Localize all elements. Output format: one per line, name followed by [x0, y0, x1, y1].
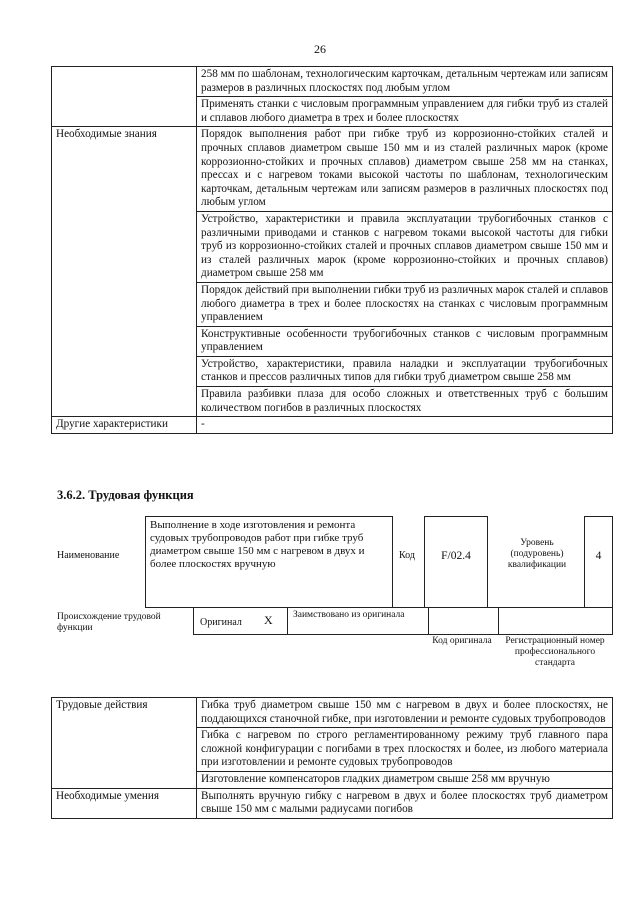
- row-text: Применять станки с числовым программным управлением для гибки труб из сталей и сплавов любого диаметра в трех и более плоскостях: [197, 97, 613, 127]
- level-box: [584, 516, 613, 608]
- table-row: [52, 417, 613, 434]
- row-text: 258 мм по шаблонам, технологическим карточкам, детальным чертежам или записям размеров в различных плоскостях под любым углом: [197, 67, 613, 97]
- row-label: [52, 67, 197, 127]
- code-label: Код: [399, 550, 415, 561]
- level-value: 4: [595, 550, 602, 562]
- row-text: Конструктивные особенности трубогибочных станков с числовым программным управлением: [197, 326, 613, 356]
- original-mark: X: [264, 613, 273, 627]
- origin-divider: [428, 608, 429, 634]
- row-text: Гибка труб диаметром свыше 150 мм с нагревом в двух и более плоскостях, не поддающихся станочной гибке, при изготовлении и ремонте судовых трубопроводов: [197, 698, 613, 728]
- origin-label: Происхождение трудовой функции: [57, 612, 161, 633]
- row-text: Порядок выполнения работ при гибке труб из коррозионно-стойких сталей и прочных сплавов диаметром свыше 150 мм и из сталей различных марок (кроме коррозионно-стойких и прочных сплавов) диаметром свыше 258 мм на станках, прессах и с нагревом токами высокой частоты по шаблонам, технологическим карточкам, детальным чертежам или записям размеров в различных плоскостях под любым углом: [197, 127, 613, 212]
- row-text: Порядок действий при выполнении гибки труб из различных марок сталей и сплавов любого диаметра в трех и более плоскостях на станках с числовым программным управлением: [197, 282, 613, 326]
- labor-actions-table: [51, 697, 613, 819]
- row-text: -: [197, 417, 613, 434]
- row-text: Выполнять вручную гибку с нагревом в двух и более плоскостях труб диаметром свыше 150 мм с малыми радиусами погибов: [197, 788, 613, 818]
- code-value: F/02.4: [441, 550, 471, 562]
- row-label: Трудовые действия: [52, 698, 197, 789]
- section-title: 3.6.2. Трудовая функция: [57, 488, 194, 502]
- row-text: Устройство, характеристики, правила наладки и эксплуатации трубогибочных станков и прессов различных типов для гибки труб диаметром свыше 258 мм: [197, 356, 613, 386]
- reg-number-caption: Регистрационный номер профессионального стандарта: [505, 636, 605, 668]
- page-number: 26: [314, 42, 326, 56]
- row-text: Правила разбивки плаза для особо сложных и ответственных труб с большим количеством погибов в различных плоскостях: [197, 387, 613, 417]
- origin-divider: [498, 608, 499, 634]
- origin-divider: [287, 608, 288, 634]
- row-label: Другие характеристики: [52, 417, 197, 434]
- row-text: Изготовление компенсаторов гладких диаметром свыше 258 мм вручную: [197, 771, 613, 788]
- row-text: Гибка с нагревом по строго регламентированному режиму труб главного пара сложной конфигурации с погибами в трех плоскостях и более, из любого материала при изготовлении и ремонте судовых трубопроводов: [197, 728, 613, 772]
- origin-box: [193, 607, 613, 635]
- knowledge-table: [51, 66, 613, 434]
- function-name-box: [145, 516, 393, 608]
- original-label: Оригинал: [200, 617, 242, 628]
- table-row: [52, 127, 613, 212]
- code-box: [424, 516, 488, 608]
- row-text: Устройство, характеристики и правила эксплуатации трубогибочных станков с различными приводами и станков с нагревом токами высокой частоты для гибки труб из коррозионно-стойких сталей и прочных сплавов диаметром свыше 150 мм и из сталей различных марок (кроме коррозионно-стойких и прочных сплавов) диаметром свыше 258 мм: [197, 211, 613, 282]
- code-original-caption: Код оригинала: [432, 636, 492, 646]
- table-row: [52, 698, 613, 728]
- level-label: Уровень (подуровень) квалификации: [507, 538, 567, 570]
- borrowed-label: Заимствовано из оригинала: [293, 610, 405, 620]
- table-row: [52, 788, 613, 818]
- name-label: Наименование: [57, 550, 120, 561]
- table-row: [52, 67, 613, 97]
- row-label: Необходимые знания: [52, 127, 197, 417]
- function-name-value: Выполнение в ходе изготовления и ремонта судовых трубопроводов работ при гибке труб диаметром свыше 150 мм с нагревом в двух и более плоскостях вручную: [150, 519, 365, 570]
- row-label: Необходимые умения: [52, 788, 197, 818]
